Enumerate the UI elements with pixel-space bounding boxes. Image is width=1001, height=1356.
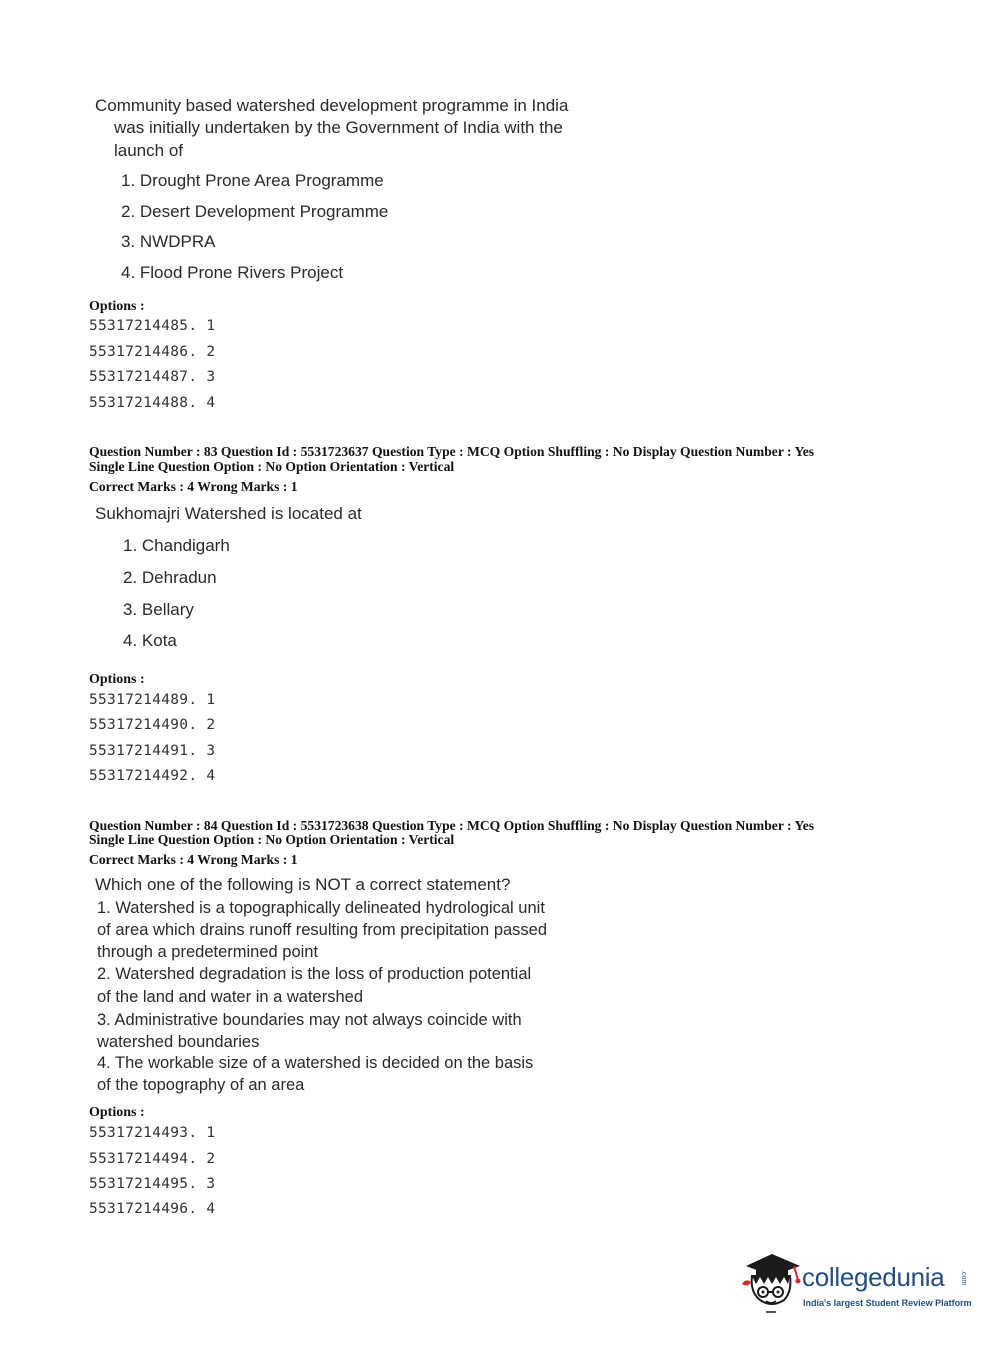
q83-option-id-1: 55317214489. 1 xyxy=(89,692,216,708)
q84-option-id-3: 55317214495. 3 xyxy=(89,1176,216,1192)
q83-options-label: Options : xyxy=(89,672,145,687)
q84-statement-line-1: 1. Watershed is a topographically delineated hydrological unit xyxy=(97,899,545,917)
q82-choice-2: 2. Desert Development Programme xyxy=(121,202,389,221)
q84-question: Which one of the following is NOT a correct statement? xyxy=(95,875,511,894)
q83-choice-1: 1. Chandigarh xyxy=(123,536,230,555)
q82-choice-1: 1. Drought Prone Area Programme xyxy=(121,171,384,190)
q84-meta-line-1: Question Number : 84 Question Id : 5531723638 Question Type : MCQ Option Shuffling : No Display Question Number : Yes xyxy=(89,818,815,833)
logo-wordmark: collegedunia xyxy=(802,1262,945,1292)
q84-options-label: Options : xyxy=(89,1105,145,1120)
q83-marks: Correct Marks : 4 Wrong Marks : 1 xyxy=(89,479,298,494)
q84-statement-line-5: of the land and water in a watershed xyxy=(97,988,364,1006)
q84-statement-line-9: of the topography of an area xyxy=(97,1076,305,1094)
logo-tagline: India's largest Student Review Platform xyxy=(803,1298,972,1308)
q84-statement-line-3: through a predetermined point xyxy=(97,943,319,961)
q84-option-id-4: 55317214496. 4 xyxy=(89,1201,216,1217)
q84-statement-line-6: 3. Administrative boundaries may not always coincide with xyxy=(97,1011,522,1029)
q82-option-id-2: 55317214486. 2 xyxy=(89,344,216,360)
mascot-icon xyxy=(742,1248,804,1318)
q84-statement-line-2: of area which drains runoff resulting from precipitation passed xyxy=(97,921,548,939)
q83-option-id-3: 55317214491. 3 xyxy=(89,743,216,759)
q84-marks: Correct Marks : 4 Wrong Marks : 1 xyxy=(89,852,298,867)
logo-com-suffix: .com xyxy=(960,1270,967,1286)
q83-choice-2: 2. Dehradun xyxy=(123,568,217,587)
q82-choice-4: 4. Flood Prone Rivers Project xyxy=(121,263,344,282)
q82-question-line-1: Community based watershed development programme in India xyxy=(95,96,569,115)
q82-option-id-1: 55317214485. 1 xyxy=(89,318,216,334)
q82-option-id-4: 55317214488. 4 xyxy=(89,395,216,411)
q83-option-id-2: 55317214490. 2 xyxy=(89,717,216,733)
q82-question-line-3: launch of xyxy=(114,141,183,160)
q84-meta-line-2: Single Line Question Option : No Option Orientation : Vertical xyxy=(89,832,455,847)
q82-options-label: Options : xyxy=(89,299,145,314)
q84-statement-line-8: 4. The workable size of a watershed is decided on the basis xyxy=(97,1054,534,1072)
q83-question: Sukhomajri Watershed is located at xyxy=(95,504,362,523)
q83-meta-line-2: Single Line Question Option : No Option Orientation : Vertical xyxy=(89,459,455,474)
q83-option-id-4: 55317214492. 4 xyxy=(89,768,216,784)
q82-question-line-2: was initially undertaken by the Government of India with the xyxy=(114,118,563,137)
q83-meta-line-1: Question Number : 83 Question Id : 5531723637 Question Type : MCQ Option Shuffling : No Display Question Number : Yes xyxy=(89,444,815,459)
q84-option-id-2: 55317214494. 2 xyxy=(89,1151,216,1167)
q84-statement-line-7: watershed boundaries xyxy=(97,1033,260,1051)
q82-choice-3: 3. NWDPRA xyxy=(121,232,216,251)
q83-choice-3: 3. Bellary xyxy=(123,600,194,619)
q82-option-id-3: 55317214487. 3 xyxy=(89,369,216,385)
q83-choice-4: 4. Kota xyxy=(123,631,177,650)
q84-statement-line-4: 2. Watershed degradation is the loss of production potential xyxy=(97,965,532,983)
q84-option-id-1: 55317214493. 1 xyxy=(89,1125,216,1141)
collegedunia-logo xyxy=(742,1248,972,1318)
